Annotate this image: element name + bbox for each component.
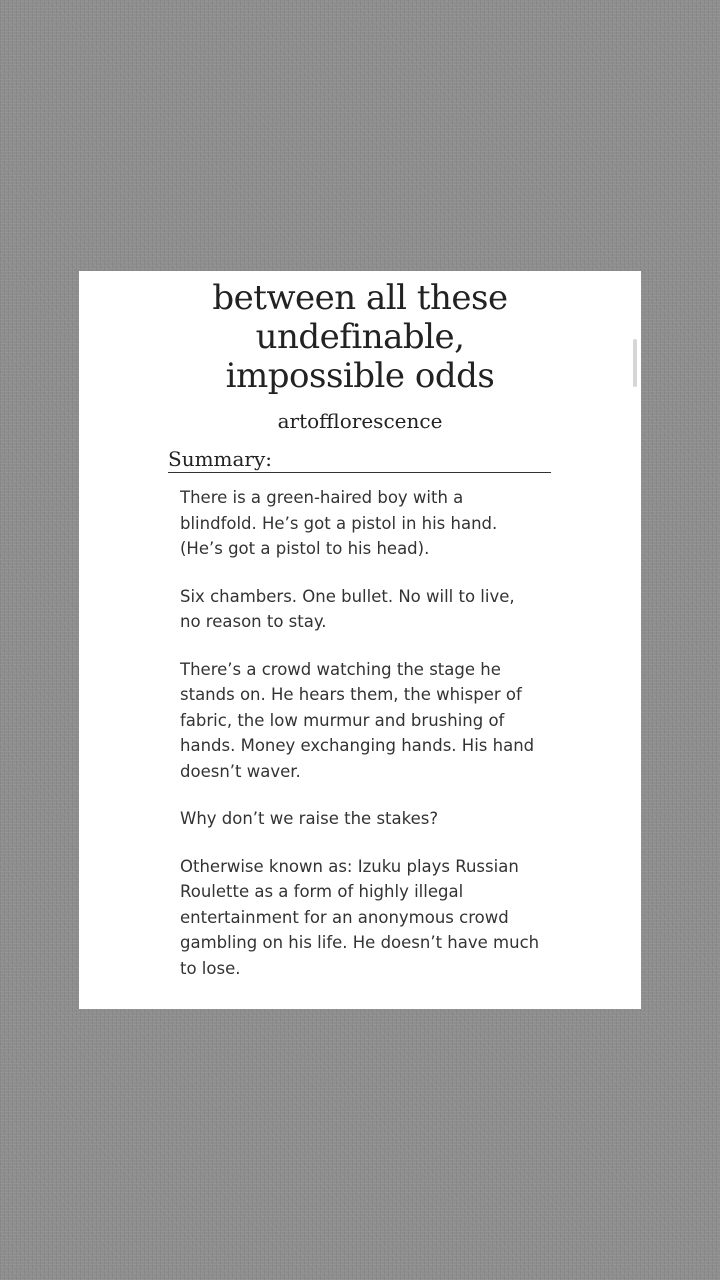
- work-title: [79, 279, 641, 396]
- summary-body: [180, 485, 540, 1003]
- work-author[interactable]: artofflorescence: [277, 409, 443, 433]
- summary-paragraph: There is a green-haired boy with a blindfold. He’s got a pistol in his hand. (He’s got a pistol to his head).: [180, 488, 498, 558]
- summary-heading: Summary:: [168, 446, 551, 473]
- summary-paragraph: There’s a crowd watching the stage he stands on. He hears them, the whisper of fabric, the low murmur and brushing of hands. Money exchanging hands. His hand doesn’t waver.: [180, 659, 535, 781]
- work-title-line: impossible odds: [225, 356, 495, 396]
- work-title-line: between all these: [212, 278, 508, 318]
- work-title-line: undefinable,: [255, 317, 465, 357]
- summary-paragraph: Six chambers. One bullet. No will to live, no reason to stay.: [180, 586, 515, 631]
- work-card: [79, 271, 641, 1009]
- summary-paragraph: Otherwise known as: Izuku plays Russian Roulette as a form of highly illegal entertainment for an anonymous crowd gambling on his life. He doesn’t have much to lose.: [180, 856, 540, 978]
- summary-paragraph: Why don’t we raise the stakes?: [180, 809, 439, 828]
